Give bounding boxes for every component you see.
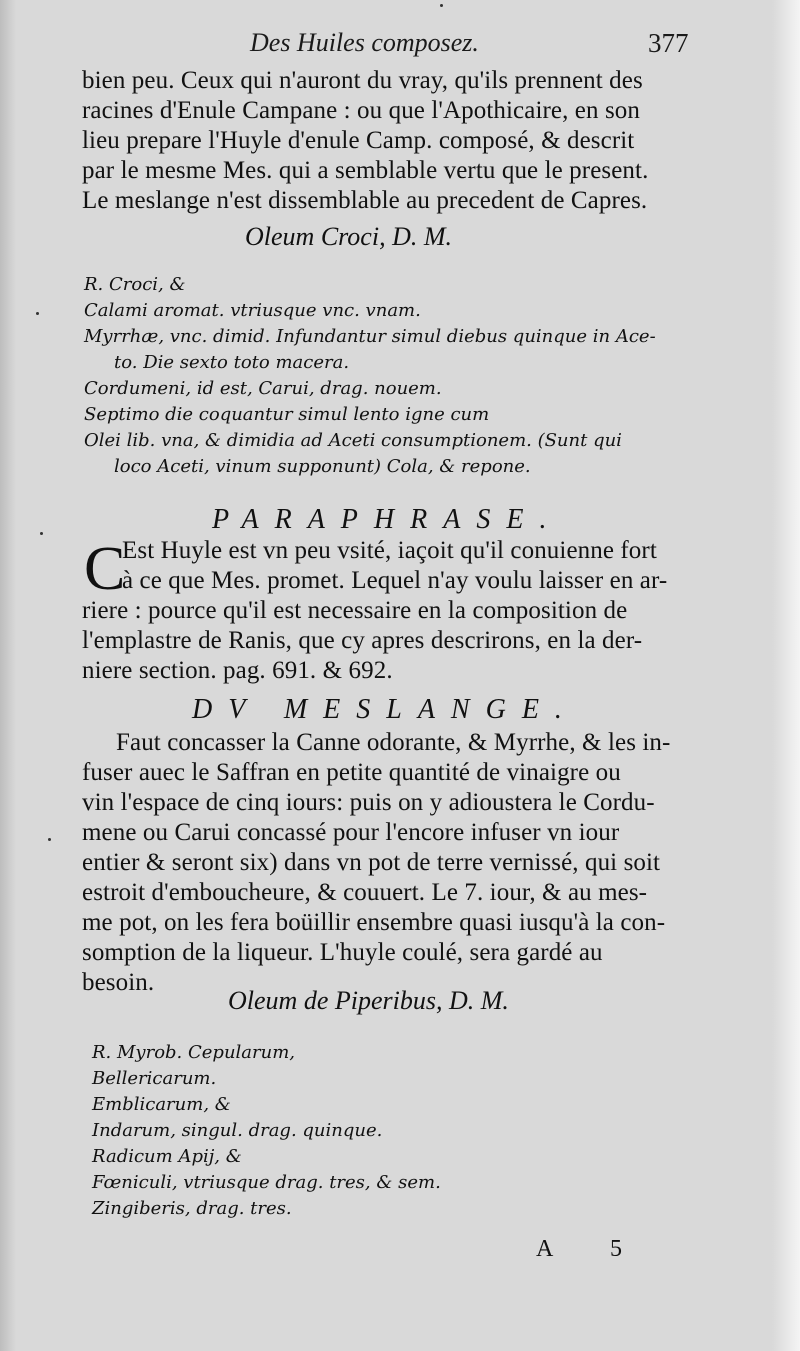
running-title: Des Huiles composez. — [250, 28, 479, 57]
ink-speck — [40, 532, 43, 535]
recipe-title-oleum-de-piperibus: Oleum de Piperibus, D. M. — [228, 986, 509, 1015]
text-line: à ce que Mes. promet. Lequel n'ay voulu laisser en ar- — [122, 567, 668, 594]
recipe-line: R. Myrob. Cepularum, — [92, 1042, 296, 1063]
text-line: par le mesme Mes. qui a semblable vertu que le present. — [82, 157, 649, 184]
text-line: entier & seront six) dans vn pot de terre vernissé, qui soit — [82, 849, 661, 876]
signature-mark: A 5 — [536, 1236, 649, 1262]
section-heading-meslange: DV MESLANGE. — [192, 694, 578, 725]
recipe-line: Calami aromat. vtriusque vnc. vnam. — [84, 300, 421, 321]
ink-speck — [440, 4, 443, 7]
recipe-line: Fœniculi, vtriusque drag. tres, & sem. — [92, 1172, 441, 1193]
paraphrase-paragraph — [82, 536, 702, 686]
recipe-line: Emblicarum, & — [92, 1094, 231, 1115]
recipe-oleum-croci — [84, 272, 704, 480]
ink-speck — [48, 838, 51, 841]
ink-speck — [36, 312, 39, 315]
text-line: me pot, on les fera boüillir ensembre quasi iusqu'à la con- — [82, 909, 666, 936]
recipe-line: Zingiberis, drag. tres. — [92, 1198, 292, 1219]
text-line: Est Huyle est vn peu vsité, iaçoit qu'il conuienne fort — [122, 537, 657, 564]
recipe-line: Olei lib. vna, & dimidia ad Aceti consumptionem. (Sunt qui — [84, 430, 622, 451]
recipe-line: Bellericarum. — [92, 1068, 217, 1089]
text-line: Faut concasser la Canne odorante, & Myrrhe, & les in- — [116, 729, 671, 756]
page-number: 377 — [648, 28, 689, 58]
meslange-paragraph — [82, 728, 702, 998]
text-line: besoin. — [82, 969, 155, 996]
text-line: vin l'espace de cinq iours: puis on y adioustera le Cordu- — [82, 789, 655, 816]
page-edge-highlight — [772, 0, 800, 1351]
text-line: Le meslange n'est dissemblable au precedent de Capres. — [82, 187, 648, 214]
text-line: estroit d'embouchеure, & couuert. Le 7. iour, & au mes- — [82, 879, 648, 906]
recipe-line: loco Aceti, vinum supponunt) Cola, & repone. — [114, 456, 531, 477]
drop-cap-letter: C — [84, 535, 126, 603]
text-line: mene ou Carui concassé pour l'encore infuser vn iour — [82, 819, 620, 846]
recipe-line: Radicum Apij, & — [92, 1146, 242, 1167]
text-line: fuser auec le Saffran en petite quantité de vinaigre ou — [82, 759, 621, 786]
text-line: racines d'Enule Campane : ou que l'Apothicaire, en son — [82, 97, 640, 124]
page-gutter-shadow — [0, 0, 16, 1351]
text-line: lieu prepare l'Huyle d'enule Camp. composé, & descrit — [82, 127, 635, 154]
recipe-line: Indarum, singul. drag. quinque. — [92, 1120, 383, 1141]
recipe-oleum-de-piperibus — [92, 1040, 712, 1222]
section-heading-paraphrase: PARAPHRASE. — [212, 504, 563, 535]
intro-paragraph — [82, 66, 702, 216]
recipe-title-oleum-croci: Oleum Croci, D. M. — [245, 222, 453, 251]
text-line: bien peu. Ceux qui n'auront du vray, qu'ils prennent des — [82, 67, 643, 94]
text-line: niere section. pag. 691. & 692. — [82, 657, 393, 684]
text-line: riere : pource qu'il est necessaire en la composition de — [82, 597, 628, 624]
recipe-line: Septimo die coquantur simul lento igne cum — [84, 404, 490, 425]
text-line: l'emplastre de Ranis, que cy apres descrirons, en la der- — [82, 627, 643, 654]
recipe-line: R. Croci, & — [84, 274, 186, 295]
text-line: somption de la liqueur. L'huyle coulé, sera gardé au — [82, 939, 603, 966]
recipe-line: Cordumeni, id est, Carui, drag. nouem. — [84, 378, 442, 399]
recipe-line: to. Die sexto toto macera. — [114, 352, 350, 373]
recipe-line: Myrrhæ, vnc. dimid. Infundantur simul diebus quinque in Ace- — [84, 326, 656, 347]
